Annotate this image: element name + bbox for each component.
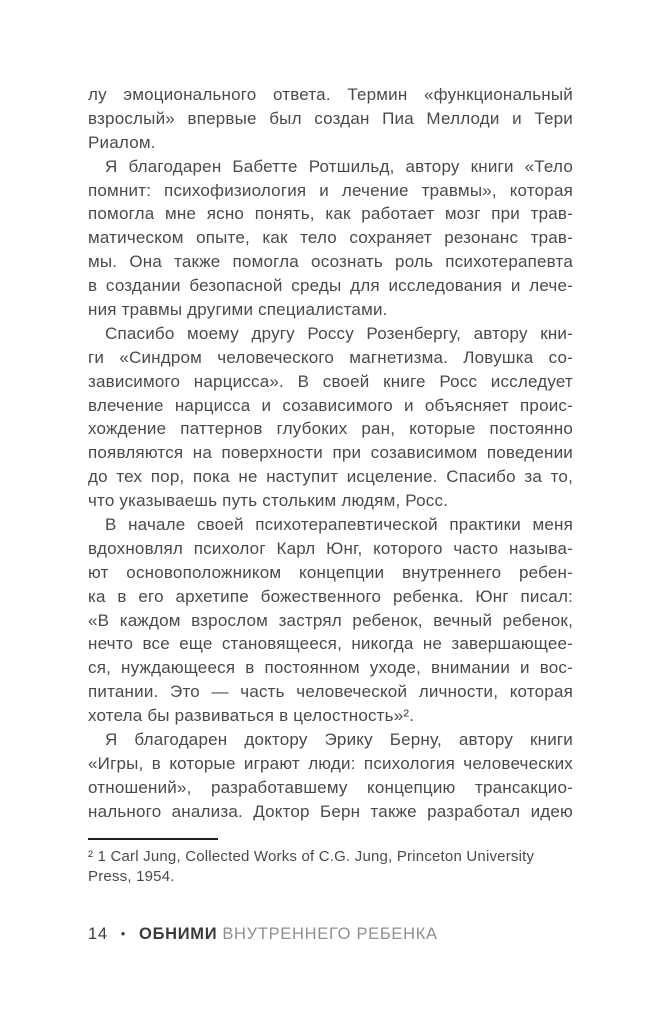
paragraph: [88, 322, 573, 513]
text-line: лу эмоционального ответа. Термин «функциональный: [88, 85, 573, 104]
footnote-text: [88, 847, 573, 886]
text-line: мы. Она также помогла осознать роль психотерапевта: [88, 252, 573, 272]
text-line: ка в его архетипе божественного ребенка. Юнг писал:: [88, 586, 573, 606]
paragraph: [88, 155, 573, 322]
book-title-primary: ОБНИМИ: [139, 925, 218, 943]
text-line: появляются на поверхности при созависимом поведении: [88, 443, 573, 463]
text-line: ния травмы другими специалистами.: [88, 300, 388, 320]
footnote-line: ² 1 Carl Jung, Collected Works of C.G. Jung, Princeton University: [88, 848, 535, 865]
text-line: нечто все еще становящееся, никогда не завершающее-: [88, 634, 573, 654]
footnote-separator: [88, 838, 218, 840]
body-text: [88, 83, 573, 824]
text-line: в создании безопасной среды для исследования и лече-: [88, 276, 573, 296]
text-line: хождение паттернов глубоких ран, которые постоянно: [88, 419, 573, 439]
text-line: помнит: психофизиология и лечение травмы», которая: [88, 180, 573, 200]
text-line: матическом опыте, как тело сохраняет резонанс трав-: [88, 228, 573, 248]
text-line: Я благодарен доктору Эрику Берну, автору книги: [105, 730, 573, 750]
text-line: Спасибо моему другу Россу Розенбергу, автору кни-: [105, 323, 573, 343]
footnote-area: [88, 838, 573, 886]
text-line: отношений», разработавшему концепцию трансакцио-: [88, 777, 573, 797]
text-line: зависимого нарцисса». В своей книге Росс исследует: [88, 371, 573, 391]
text-line: вдохновлял психолог Карл Юнг, которого часто называ-: [88, 538, 573, 558]
text-line: Риалом.: [88, 132, 156, 152]
text-line: помогла мне ясно понять, как работает мозг при трав-: [88, 204, 573, 224]
page-number: 14: [88, 925, 108, 943]
text-line: ся, нуждающееся в постоянном уходе, внимании и вос-: [88, 658, 573, 678]
text-line: нального анализа. Доктор Берн также разработал идею: [88, 801, 573, 821]
text-line: до тех пор, пока не наступит исцеление. Спасибо за то,: [88, 467, 573, 487]
book-title-secondary: ВНУТРЕННЕГО РЕБЕНКА: [222, 925, 438, 943]
paragraph: [88, 513, 573, 728]
text-line: Я благодарен Бабетте Ротшильд, автору книги «Тело: [105, 156, 573, 176]
text-line: хотела бы развиваться в целостность»².: [88, 706, 415, 726]
text-line: ют основоположником концепции внутреннего ребен-: [88, 562, 573, 582]
text-line: «В каждом взрослом застрял ребенок, вечный ребенок,: [88, 610, 573, 630]
text-line: ги «Синдром человеческого магнетизма. Ловушка со-: [88, 347, 573, 367]
footer-bullet-icon: •: [120, 926, 127, 941]
text-line: В начале своей психотерапевтической практики меня: [105, 515, 573, 535]
footnote-line: Press, 1954.: [88, 867, 175, 885]
text-line: что указываешь путь стольким людям, Росс.: [88, 491, 449, 511]
paragraph: [88, 83, 573, 155]
text-line: питании. Это — часть человеческой личности, которая: [88, 682, 573, 702]
page-footer: [88, 925, 438, 944]
text-line: «Игры, в которые играют люди: психология человеческих: [88, 753, 573, 773]
paragraph: [88, 728, 573, 824]
text-line: взрослый» впервые был создан Пиа Меллоди и Тери: [88, 108, 573, 128]
text-line: влечение нарцисса и созависимого и объясняет проис-: [88, 395, 573, 415]
